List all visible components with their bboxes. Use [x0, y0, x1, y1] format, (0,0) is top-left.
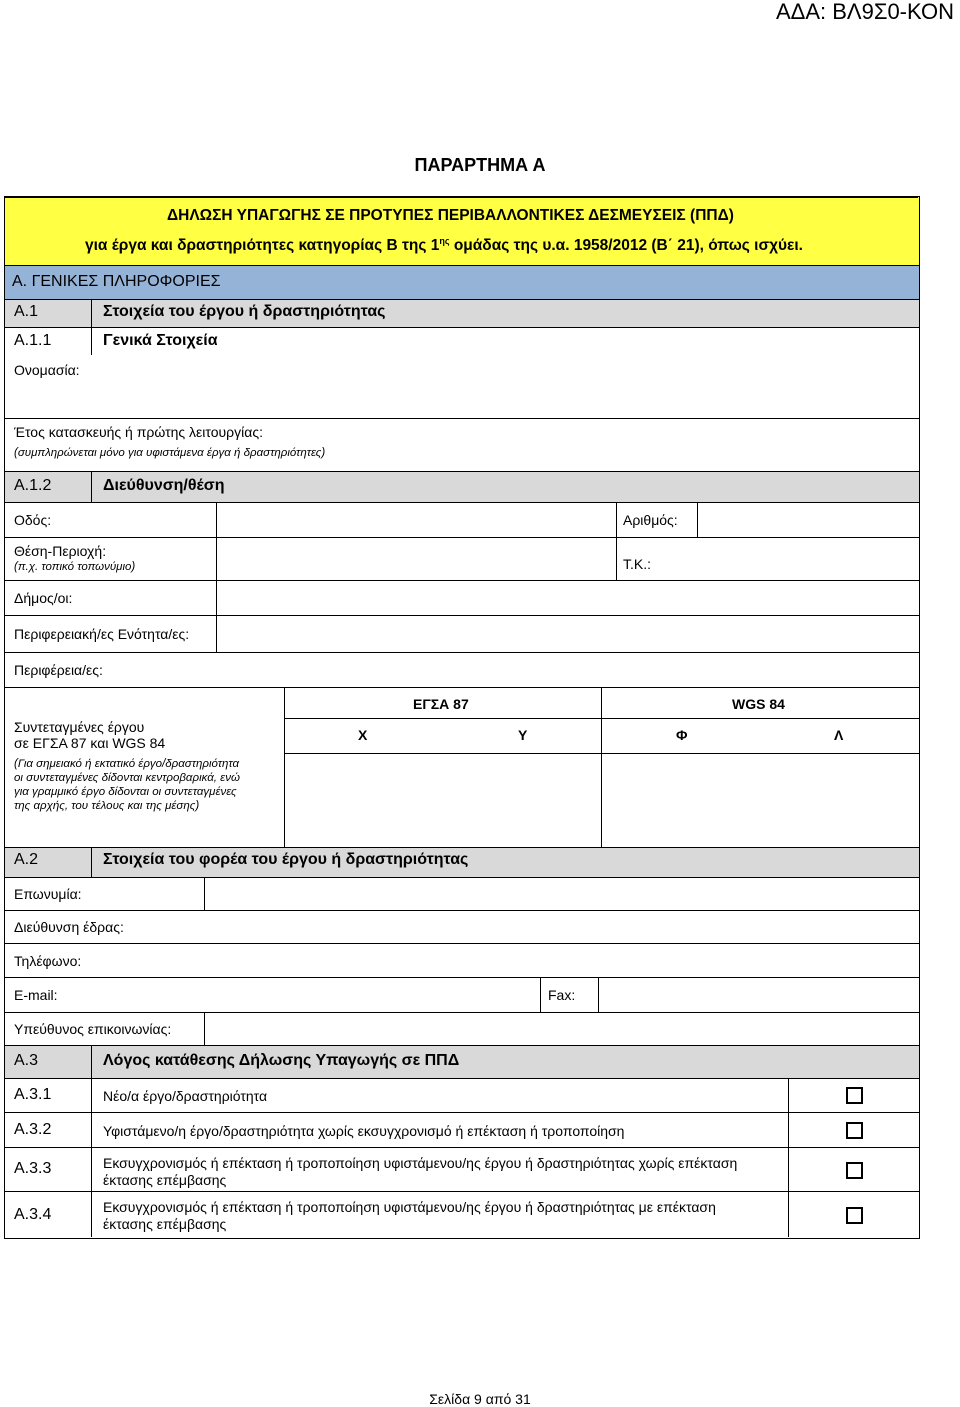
position-field[interactable] [218, 538, 614, 579]
postal-code-label: Τ.Κ.: [623, 556, 652, 572]
reason-label: Εκσυγχρονισμός ή επέκταση ή τροποποίηση υφιστάμενου/ης έργου ή δραστηριότητας με επέκταση [103, 1199, 716, 1215]
year-note: (συμπληρώνεται μόνο για υφιστάμενα έργα ή δραστηριότητες) [14, 447, 326, 459]
reason-code: Α.3.2 [14, 1121, 52, 1138]
x-header: X [358, 727, 368, 743]
header-title: ΔΗΛΩΣΗ ΥΠΑΓΩΓΗΣ ΣΕ ΠΡΟΤΥΠΕΣ ΠΕΡΙΒΑΛΛΟΝΤΙΚΕΣ ΔΕΣΜΕΥΣΕΙΣ (ΠΠΔ) [167, 207, 734, 224]
reason-label: Νέο/α έργο/δραστηριότητα [103, 1088, 268, 1104]
coords-note-2: οι συντεταγμένες δίδονται κεντροβαρικά, ενώ [14, 772, 240, 784]
company-label: Επωνυμία: [14, 886, 82, 902]
page-footer: Σελίδα 9 από 31 [429, 1391, 531, 1407]
y-header: Υ [518, 727, 528, 743]
a12-title: Διεύθυνση/θέση [103, 477, 225, 494]
regional-unit-label: Περιφερειακή/ες Ενότητα/ες: [14, 626, 190, 642]
section-a-title: Α. ΓΕΝΙΚΕΣ ΠΛΗΡΟΦΟΡΙΕΣ [12, 273, 221, 290]
address-label: Διεύθυνση έδρας: [14, 919, 124, 935]
region-label: Περιφέρεια/ες: [14, 662, 103, 678]
header-subtitle-post: ομάδας της υ.α. 1958/2012 (Β΄ 21), όπως ισχύει. [449, 237, 803, 255]
a1-title: Στοιχεία του έργου ή δραστηριότητας [103, 303, 386, 320]
reason-checkbox[interactable] [846, 1207, 863, 1224]
contact-field[interactable] [206, 1013, 917, 1044]
email-label: E-mail: [14, 987, 58, 1003]
reason-checkbox[interactable] [846, 1122, 863, 1139]
street-label: Οδός: [14, 512, 52, 528]
reason-label: Εκσυγχρονισμός ή επέκταση ή τροποποίηση υφιστάμενου/ης έργου ή δραστηριότητας χωρίς επέκταση [103, 1155, 738, 1171]
a11-title: Γενικά Στοιχεία [103, 332, 218, 349]
address-field[interactable] [206, 911, 917, 942]
phone-label: Τηλέφωνο: [14, 953, 82, 969]
a1-code: Α.1 [14, 303, 39, 320]
header-subtitle-pre: για έργα και δραστηριότητες κατηγορίας Β της 1 [85, 237, 440, 255]
coords-label-2: σε ΕΓΣΑ 87 και WGS 84 [14, 735, 166, 751]
year-label: Έτος κατασκευής ή πρώτης λειτουργίας: [14, 424, 263, 440]
fax-label: Fax: [548, 987, 576, 1003]
wgs-coords-field[interactable] [603, 755, 917, 845]
company-field[interactable] [206, 878, 917, 909]
municipality-field[interactable] [218, 581, 917, 614]
wgs-header: WGS 84 [732, 696, 785, 712]
number-label: Αριθμός: [623, 512, 678, 528]
contact-label: Υπεύθυνος επικοινωνίας: [14, 1021, 172, 1037]
street-field[interactable] [218, 503, 614, 536]
reason-checkbox[interactable] [846, 1087, 863, 1104]
municipality-label: Δήμος/οι: [14, 590, 73, 606]
header-subtitle [85, 233, 803, 254]
reason-code: Α.3.4 [14, 1206, 52, 1223]
reason-label: Υφιστάμενο/η έργο/δραστηριότητα χωρίς εκσυγχρονισμό ή επέκταση ή τροποποίηση [103, 1123, 625, 1139]
regional-unit-field[interactable] [218, 616, 917, 651]
phone-field[interactable] [206, 944, 917, 976]
year-field[interactable] [380, 422, 910, 466]
coords-note-3: για γραμμικό έργο δίδονται οι συντεταγμένες [14, 786, 237, 798]
fax-field[interactable] [600, 978, 917, 1011]
reason-checkbox[interactable] [846, 1162, 863, 1179]
number-field[interactable] [699, 503, 917, 536]
position-label: Θέση-Περιοχή: [14, 543, 107, 559]
reason-code: Α.3.3 [14, 1160, 52, 1177]
a2-title: Στοιχεία του φορέα του έργου ή δραστηριότητας [103, 851, 469, 868]
coords-note-1: (Για σημειακό ή εκτατικό έργο/δραστηριότητα [14, 758, 240, 770]
name-field[interactable] [120, 360, 910, 410]
reason-label-cont: έκτασης επέμβασης [103, 1172, 227, 1188]
egsa-header: ΕΓΣΑ 87 [413, 696, 469, 712]
phi-header: Φ [676, 727, 688, 743]
position-note: (π.χ. τοπικό τοπωνύμιο) [14, 561, 136, 573]
egsa-coords-field[interactable] [286, 755, 599, 845]
a3-code: Α.3 [14, 1052, 39, 1069]
a2-code: Α.2 [14, 851, 39, 868]
reason-code: Α.3.1 [14, 1086, 52, 1103]
annex-title: ΠΑΡΑΡΤΗΜΑ Α [414, 155, 546, 175]
ada-watermark: ΑΔΑ: ΒΛ9Σ0-ΚΟΝ [775, 0, 954, 24]
coords-label-1: Συντεταγμένες έργου [14, 719, 145, 735]
a3-title: Λόγος κατάθεσης Δήλωσης Υπαγωγής σε ΠΠΔ [103, 1052, 460, 1069]
reason-label-cont: έκτασης επέμβασης [103, 1216, 227, 1232]
email-field[interactable] [120, 978, 538, 1011]
region-field[interactable] [218, 653, 917, 686]
lambda-header: Λ [834, 727, 844, 743]
header-subtitle-sup: ης [439, 236, 450, 246]
a12-code: Α.1.2 [14, 477, 52, 494]
coords-note-4: της αρχής, του τέλους και της μέσης) [14, 800, 200, 812]
name-label: Ονομασία: [14, 362, 80, 378]
a11-code: Α.1.1 [14, 332, 52, 349]
